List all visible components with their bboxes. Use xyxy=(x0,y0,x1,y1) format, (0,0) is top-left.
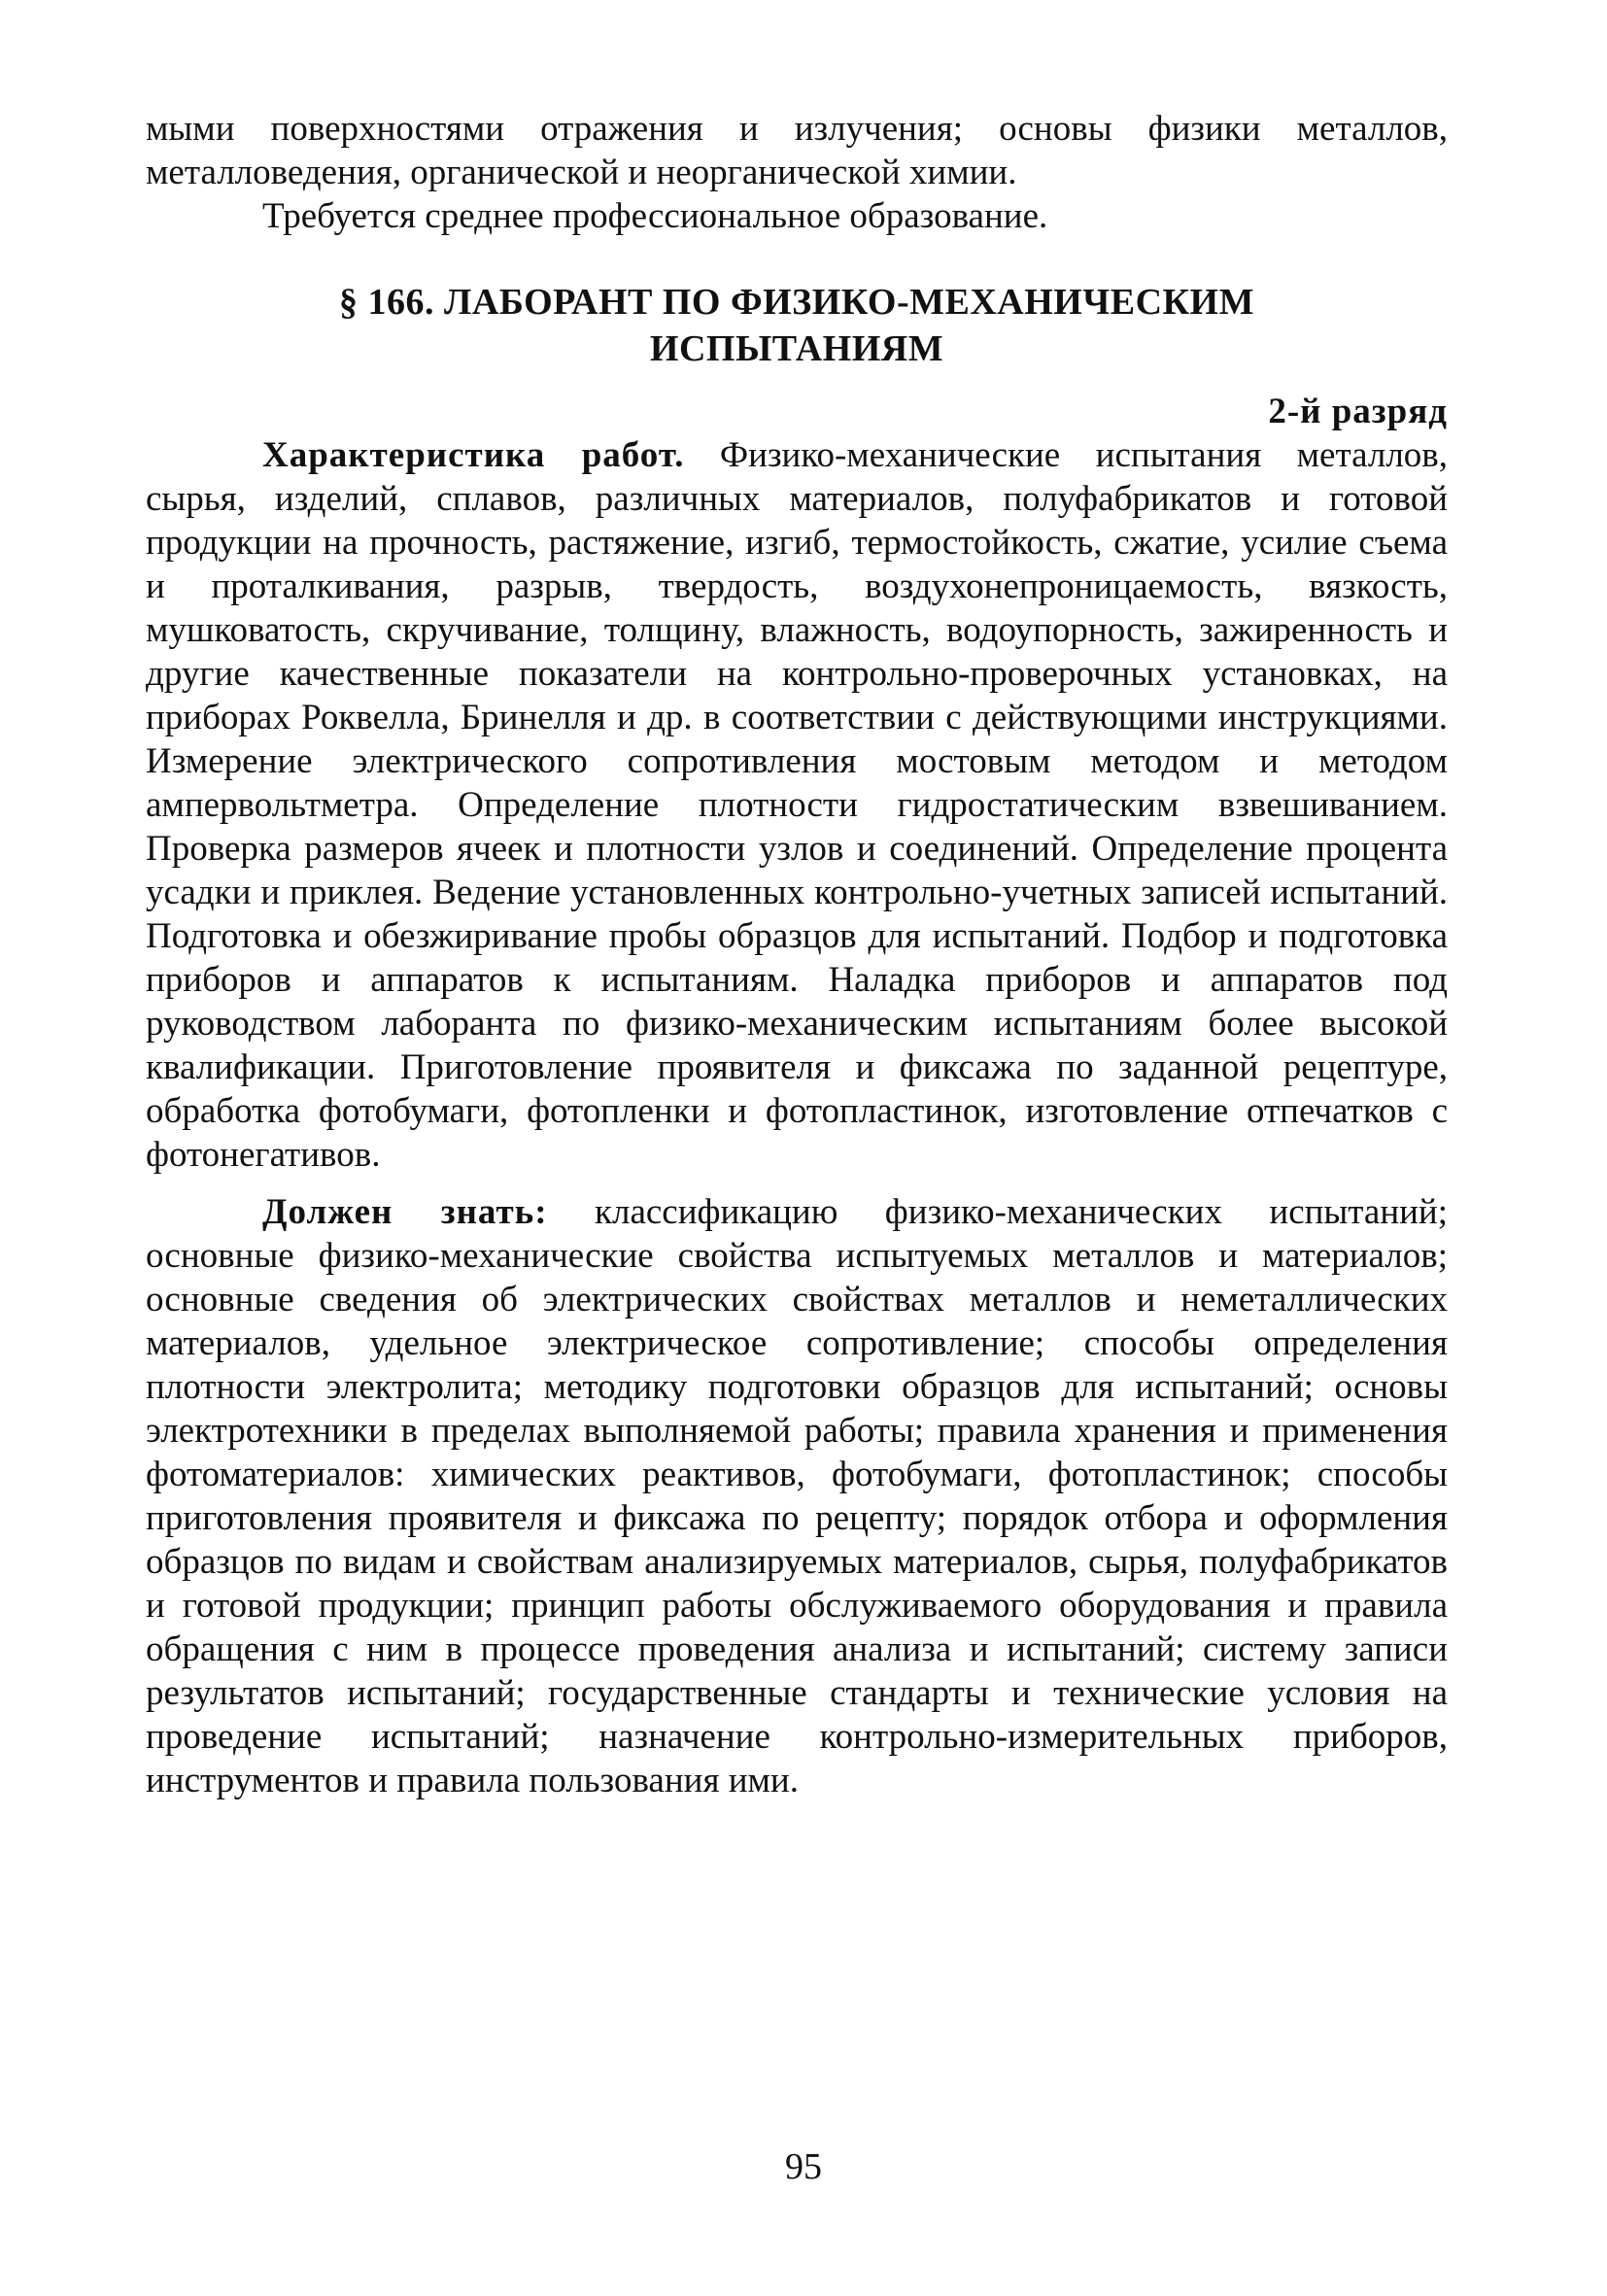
section-title xyxy=(146,279,1448,372)
characteristics-label: Характеристика работ. xyxy=(262,435,685,475)
characteristics-text: Физико-механические испытания металлов, сырья, изделий, сплавов, различных материалов, полуфабрикатов и готовой продукции на прочность, растяжение, изгиб, термостойкость, сжатие, усилие съема и проталкивания, разрыв, твердость, воздухонепроницаемость, вязкость, мушковатость, скручивание, толщину, влажность, водоупорность, зажиренность и другие качественные показатели на контрольно-проверочных установках, на приборах Роквелла, Бринелля и др. в соответствии с действующими инструкциями. Измерение электрического сопротивления мостовым методом и методом ампервольтметра. Определение плотности гидростатическим взвешиванием. Проверка размеров ячеек и плотности узлов и соединений. Определение процента усадки и приклея. Ведение установленных контрольно-учетных записей испытаний. Подготовка и обезжиривание пробы образцов для испытаний. Подбор и подготовка приборов и аппаратов к испытаниям. Наладка приборов и аппаратов под руководством лаборанта по физико-механическим испытаниям более высокой квалификации. Приготовление проявителя и фиксажа по заданной рецептуре, обработка фотобумаги, фотопленки и фотопластинок, изготовление отпечатков с фотонегативов. xyxy=(146,435,1448,1175)
section-title-line-2: ИСПЫТАНИЯМ xyxy=(649,328,944,369)
characteristics-paragraph xyxy=(146,433,1448,1177)
intro-continuation: мыми поверхностями отражения и излучения; основы физики металлов, металловедения, органической и неорганической химии. xyxy=(146,109,1448,192)
page-number: 95 xyxy=(785,2146,822,2187)
page-content xyxy=(146,107,1448,1802)
education-requirement: Требуется среднее профессиональное образование. xyxy=(262,196,1048,236)
section-title-line-1: § 166. ЛАБОРАНТ ПО ФИЗИКО-МЕХАНИЧЕСКИМ xyxy=(339,282,1254,323)
knowledge-label: Должен знать: xyxy=(262,1192,548,1232)
knowledge-text: классификацию физико-механических испытаний; основные физико-механические свойства испытуемых металлов и материалов; основные сведения об электрических свойствах металлов и неметаллических материалов, удельное электрическое сопротивление; способы определения плотности электролита; методику подготовки образцов для испытаний; основы электротехники в пределах выполняемой работы; правила хранения и применения фотоматериалов: химических реактивов, фотобумаги, фотопластинок; способы приготовления проявителя и фиксажа по рецепту; порядок отбора и оформления образцов по видам и свойствам анализируемых материалов, сырья, полуфабрикатов и готовой продукции; принцип работы обслуживаемого оборудования и правила обращения с ним в процессе проведения анализа и испытаний; систему записи результатов испытаний; государственные стандарты и технические условия на проведение испытаний; назначение контрольно-измерительных приборов, инструментов и правила пользования ими. xyxy=(146,1192,1449,1800)
knowledge-paragraph xyxy=(146,1190,1448,1802)
grade-label: 2-й разряд xyxy=(1268,392,1448,431)
